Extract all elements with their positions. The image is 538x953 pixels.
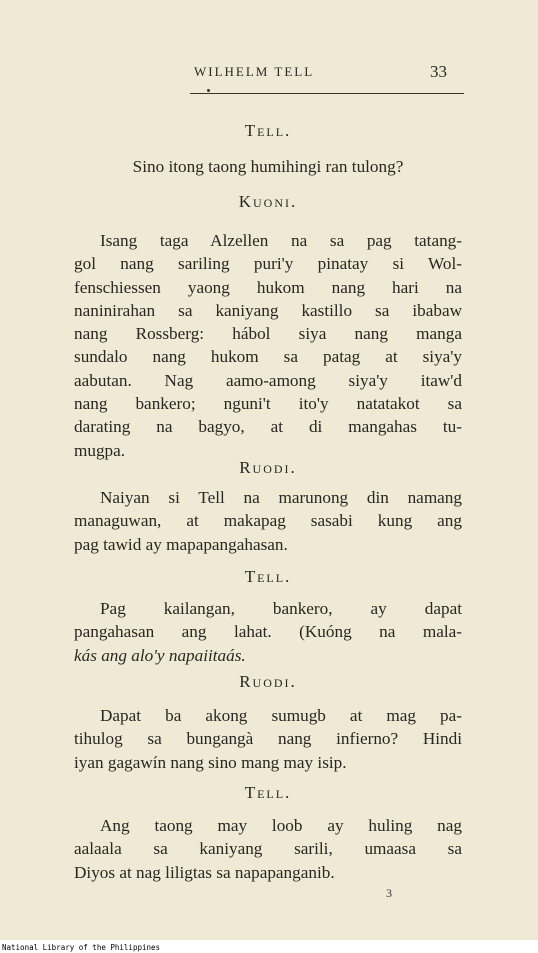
page-number: 33	[430, 62, 447, 81]
speech-text	[74, 155, 462, 178]
text-line: Dapat ba akong sumugb at mag pa-	[100, 706, 462, 725]
text-line: nang bankero; nguni't ito'y natatakot sa	[74, 394, 462, 414]
signature-mark: 3	[386, 886, 392, 900]
text-line: fenschiessen yaong hukom nang hari na	[74, 277, 462, 297]
speaker-name: Kuoni.	[238, 192, 298, 211]
speech-text	[74, 814, 462, 884]
text-line: nang Rossberg: hábol siya nang manga	[74, 324, 462, 344]
text-line: Pag kailangan, bankero, ay dapat	[100, 599, 462, 618]
text-line: Isang taga Alzellen na sa pag tatang-	[100, 231, 462, 250]
speech-text	[74, 229, 462, 462]
running-title: WILHELM TELL	[194, 64, 315, 79]
text-line: mugpa.	[74, 440, 126, 460]
text-line: Sino itong taong humihingi ran tulong?	[132, 157, 404, 176]
page-header	[190, 62, 465, 84]
text-line: pag tawid ay mapapangahasan.	[74, 534, 288, 554]
text-line: darating na bagyo, at di mangahas tu-	[74, 417, 462, 437]
speech-block	[74, 121, 462, 141]
text-line: Diyos at nag liligtas sa napapanganib.	[74, 862, 335, 882]
speech-text	[74, 704, 462, 774]
speech-text	[74, 486, 462, 556]
text-line: tihulog sa bungangà nang infierno? Hindi	[74, 729, 462, 749]
speaker-name: Tell.	[244, 121, 292, 140]
text-line: Naiyan si Tell na marunong din namang	[100, 488, 462, 507]
rule-dot	[207, 89, 210, 92]
text-line: sundalo nang hukom sa patag at siya'y	[74, 347, 462, 367]
text-line: aabutan. Nag aamo-among siya'y itaw'd	[74, 370, 462, 390]
speaker-name: Tell.	[244, 783, 292, 802]
text-line: managuwan, at makapag sasabi kung ang	[74, 511, 462, 531]
speech-block	[74, 783, 462, 803]
text-line: kás ang alo'y napaiitaás.	[74, 645, 246, 665]
speech-text	[74, 597, 462, 667]
text-line: iyan gagawín nang sino mang may isip.	[74, 752, 347, 772]
library-footer: National Library of the Philippines	[2, 943, 161, 952]
header-rule	[190, 93, 464, 94]
speaker-name: Tell.	[244, 567, 292, 586]
text-line: aalaala sa kaniyang sarili, umaasa sa	[74, 839, 462, 859]
speech-block	[74, 567, 462, 587]
speaker-name: Ruodi.	[239, 672, 297, 691]
speaker-name: Ruodi.	[239, 458, 297, 477]
text-line: naninirahan sa kaniyang kastillo sa ibabaw	[74, 300, 462, 320]
text-line: pangahasan ang lahat. (Kuóng na mala-	[74, 622, 462, 642]
speech-block	[74, 672, 462, 692]
speech-block	[74, 192, 462, 212]
speech-block	[74, 458, 462, 478]
text-line: Ang taong may loob ay huling nag	[100, 816, 462, 835]
text-line: gol nang sariling puri'y pinatay si Wol-	[74, 254, 462, 274]
